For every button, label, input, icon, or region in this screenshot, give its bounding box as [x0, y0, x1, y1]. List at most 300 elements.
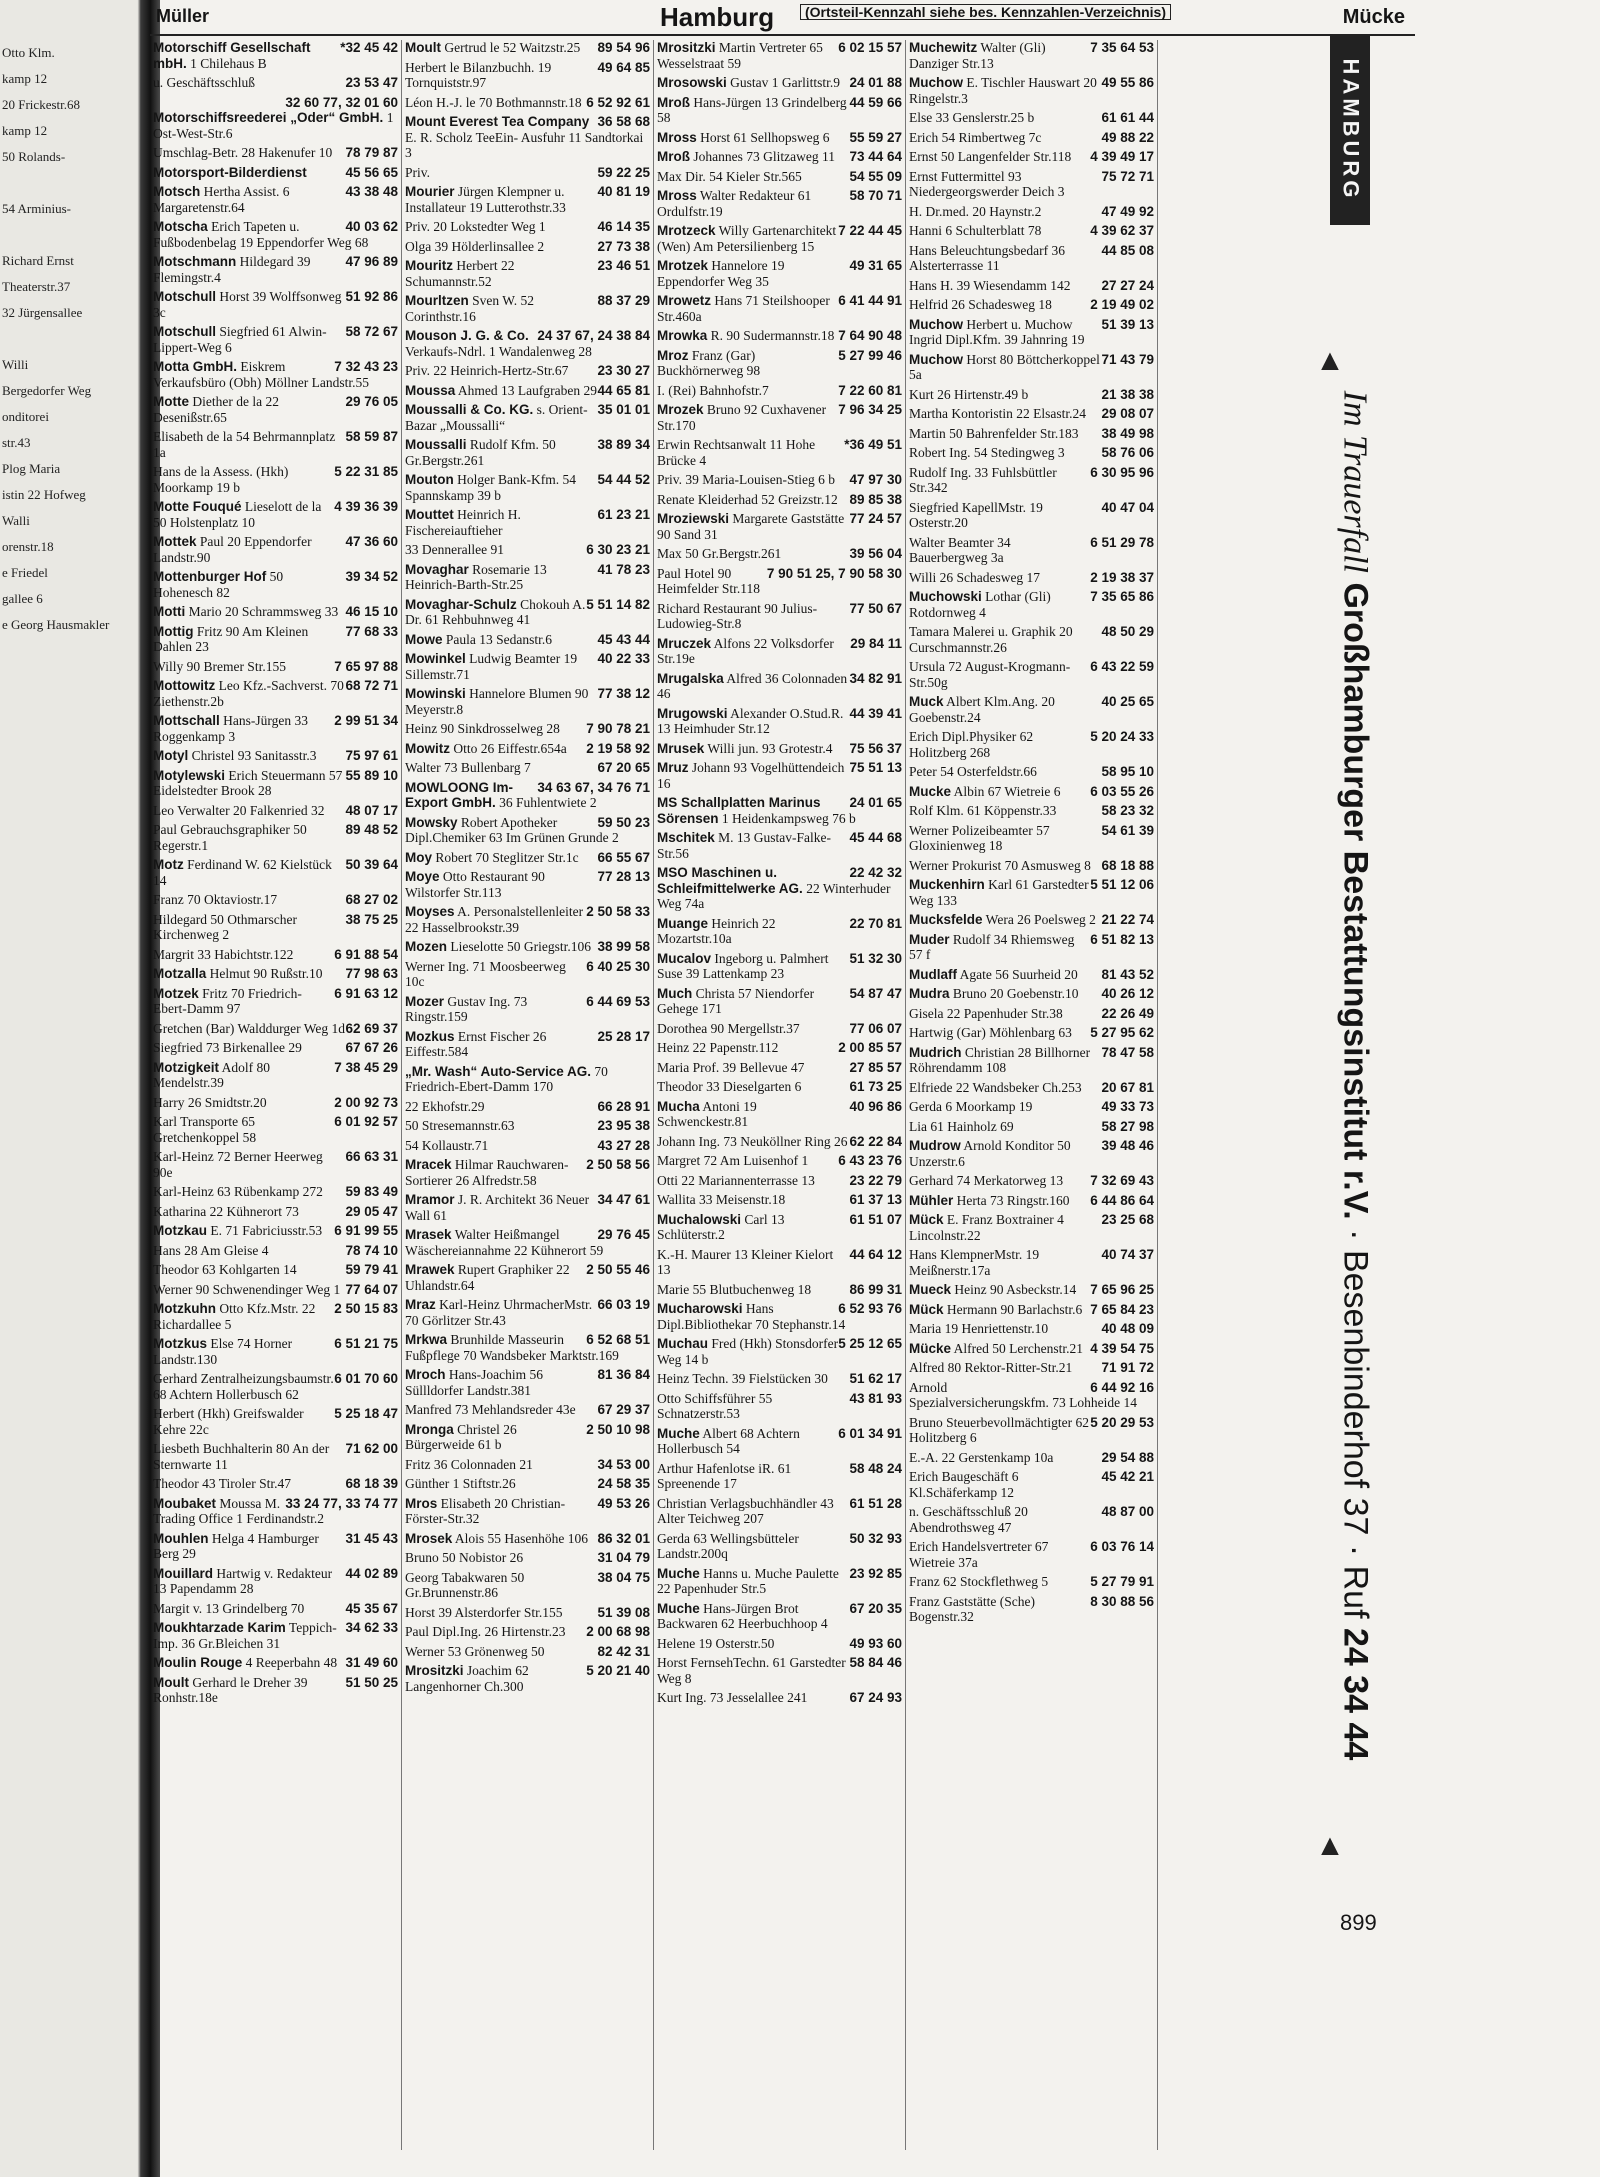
phone-number: 77 68 33: [345, 623, 398, 639]
entry-details: Erich Handelsvertreter 67 Wietreie 37a: [909, 1539, 1049, 1570]
phone-number: 43 27 28: [597, 1137, 650, 1153]
entry-details: Heinz Techn. 39 Fielstücken 30: [657, 1371, 828, 1386]
directory-entry: [153, 219, 398, 250]
entry-details: Werner Ing. 71 Moosbeerweg 10c: [405, 958, 566, 989]
phone-number: 86 32 01: [597, 1530, 650, 1546]
directory-entry: [909, 1006, 1154, 1022]
directory-entry: [405, 1138, 650, 1154]
side-tab-label: HAMBURG: [1338, 58, 1364, 202]
entry-details: Hans-Jürgen Brot Backwaren 62 Heerbuchhoop 4: [657, 1600, 828, 1631]
entry-name: Motte: [153, 394, 189, 409]
entry-details: Günther 1 Stiftstr.26: [405, 1476, 516, 1491]
entry-details: Hans KlempnerMstr. 19 Meißnerstr.17a: [909, 1247, 1040, 1278]
directory-entry: [909, 500, 1154, 531]
directory-entry: [153, 1336, 398, 1367]
directory-column-4: [906, 40, 1158, 2150]
phone-number: 7 32 43 23: [334, 359, 398, 374]
phone-number: 29 05 47: [345, 1203, 398, 1219]
entry-name: Mrusek: [657, 740, 705, 756]
entry-details: Diether de la 22 Desenißstr.65: [153, 394, 279, 425]
directory-entry: [153, 1406, 398, 1437]
directory-entry: [405, 1297, 650, 1328]
entry-name: Mozkus: [405, 1028, 455, 1044]
directory-entry: [405, 1367, 650, 1398]
phone-number: 67 29 37: [597, 1402, 650, 1417]
phone-number: 24 37 67, 24 38 84: [537, 328, 650, 343]
entry-details: Hannelore Blumen 90 Meyerstr.8: [405, 686, 589, 717]
entry-details: Priv. 20 Lokstedter Weg 1: [405, 219, 546, 234]
entry-details: Marie 55 Blutbuchenweg 18: [657, 1281, 812, 1297]
directory-entry: [153, 145, 398, 161]
entry-details: Willi 26 Schadesweg 17: [909, 569, 1041, 585]
directory-entry: [153, 986, 398, 1017]
phone-number: 6 01 70 60: [334, 1371, 398, 1386]
phone-number: 23 25 68: [1101, 1212, 1154, 1227]
directory-entry: [405, 1157, 650, 1188]
directory-entry: [657, 1636, 902, 1652]
phone-number: 38 75 25: [345, 911, 398, 927]
phone-number: 45 43 44: [597, 631, 650, 647]
entry-name: Mucalov: [657, 950, 712, 966]
phone-number: 62 22 84: [849, 1133, 902, 1149]
directory-entry: [909, 1574, 1154, 1590]
entry-details: Ernst 50 Langenfelder Str.118: [909, 149, 1072, 164]
directory-entry: [909, 1247, 1154, 1278]
directory-entry: [405, 1262, 650, 1293]
entry-details: Martha Kontoristin 22 Elsastr.24: [909, 406, 1086, 421]
entry-details: Elfriede 22 Wandsbeker Ch.253: [909, 1079, 1082, 1095]
phone-number: 34 62 33: [345, 1620, 398, 1635]
directory-entry: [657, 566, 902, 597]
directory-entry: [657, 258, 902, 289]
directory-entry: [657, 1079, 902, 1095]
phone-number: 51 92 86: [345, 289, 398, 304]
phone-number: 31 45 43: [345, 1530, 398, 1546]
directory-entry: [909, 406, 1154, 422]
directory-entry: [153, 1282, 398, 1298]
entry-details: Fritz 70 Friedrich-Ebert-Damm 97: [153, 985, 302, 1016]
phone-number: 6 91 63 12: [334, 985, 398, 1001]
directory-entry: [153, 95, 398, 142]
phone-number: 24 58 35: [597, 1476, 650, 1491]
phone-number: 45 56 65: [345, 164, 398, 180]
entry-name: Mrosowski: [657, 75, 727, 90]
directory-entry: [153, 1223, 398, 1239]
entry-name: Motzkus: [153, 1336, 207, 1351]
phone-number: 40 96 86: [849, 1098, 902, 1114]
directory-entry: [405, 741, 650, 757]
phone-number: 38 04 75: [597, 1569, 650, 1585]
directory-entry: [909, 823, 1154, 854]
directory-entry: [657, 1496, 902, 1527]
entry-name: Muchow: [909, 351, 963, 367]
phone-number: 6 41 44 91: [838, 293, 902, 308]
directory-entry: [909, 169, 1154, 200]
directory-entry: [909, 1360, 1154, 1376]
logo-triangle-icon: ▲: [1315, 344, 1345, 377]
directory-entry: [657, 95, 902, 126]
entry-name: Mucha: [657, 1098, 700, 1114]
directory-entry: [657, 1040, 902, 1056]
phone-number: 23 53 47: [345, 75, 398, 90]
entry-name: Motylewski: [153, 767, 226, 783]
phone-number: 29 08 07: [1101, 406, 1154, 421]
entry-details: Hans de la Assess. (Hkh) Moorkamp 19 b: [153, 464, 289, 495]
directory-entry: [657, 1690, 902, 1706]
entry-name: Mucke: [909, 783, 952, 799]
directory-entry: [909, 877, 1154, 908]
directory-entry: [909, 1450, 1154, 1466]
phone-number: 49 31 65: [849, 258, 902, 273]
phone-number: 6 44 86 64: [1090, 1192, 1154, 1208]
phone-number: 77 06 07: [849, 1020, 902, 1036]
directory-columns: [150, 40, 1415, 2150]
directory-entry: [153, 857, 398, 888]
phone-number: 44 65 81: [597, 382, 650, 398]
entry-details: n. Geschäftsschluß 20 Abendrothsweg 47: [909, 1504, 1028, 1535]
entry-details: Herbert le Bilanzbuchh. 19 Tornquiststr.97: [405, 59, 552, 90]
entry-details: Margarete Gaststätte 90 Sand 31: [657, 511, 845, 542]
directory-entry: [909, 1045, 1154, 1076]
entry-details: Holger Bank-Kfm. 54 Spannskamp 39 b: [405, 472, 576, 503]
directory-entry: [657, 1060, 902, 1076]
entry-name: Mozer: [405, 993, 445, 1009]
directory-entry: [657, 951, 902, 982]
phone-number: 34 63 67, 34 76 71: [537, 779, 650, 795]
phone-number: 2 19 49 02: [1090, 297, 1154, 312]
entry-details: Willy Gartenarchitekt (Wen) Am Petersilienberg 15: [657, 223, 837, 254]
entry-details: Herta 73 Ringstr.160: [956, 1192, 1070, 1208]
directory-entry: [657, 328, 902, 344]
phone-number: 40 22 33: [597, 651, 650, 666]
entry-details: Agate 56 Suurheid 20: [959, 966, 1078, 982]
directory-entry: [405, 1099, 650, 1115]
entry-name: Motorschiffsreederei „Oder“ GmbH.: [153, 110, 384, 125]
phone-number: 22 70 81: [849, 915, 902, 931]
side-tab: [1330, 35, 1370, 225]
entry-details: Margret 72 Am Luisenhof 1: [657, 1153, 809, 1168]
entry-details: Gerda 6 Moorkamp 19: [909, 1099, 1033, 1114]
entry-details: Karl-Heinz 63 Rübenkamp 272: [153, 1184, 323, 1199]
entry-details: Georg Tabakwaren 50 Gr.Brunnenstr.86: [405, 1569, 525, 1600]
phone-number: 4 39 49 17: [1090, 149, 1154, 164]
entry-name: Motsch: [153, 184, 201, 199]
entry-name: Muange: [657, 915, 709, 931]
directory-entry: [405, 363, 650, 379]
directory-entry: [909, 932, 1154, 963]
entry-details: 22 Winterhuder Weg 74a: [657, 880, 891, 911]
directory-entry: [405, 1605, 650, 1621]
directory-entry: [153, 1566, 398, 1597]
entry-name: Mouritz: [405, 258, 453, 273]
entry-name: Mourltzen: [405, 293, 469, 308]
entry-name: Mrowka: [657, 328, 708, 343]
directory-entry: [909, 445, 1154, 461]
directory-entry: [153, 75, 398, 91]
entry-details: Erich Baugeschäft 6 Kl.Schäferkamp 12: [909, 1469, 1019, 1500]
directory-entry: [909, 1138, 1154, 1169]
phone-number: 23 30 27: [597, 363, 650, 378]
directory-entry: [405, 1029, 650, 1060]
directory-entry: [657, 1192, 902, 1208]
directory-entry: [657, 383, 902, 399]
entry-name: Mramor: [405, 1192, 455, 1207]
entry-details: 1 Chilehaus B: [190, 55, 267, 71]
entry-details: Fritz 90 Am Kleinen Dahlen 23: [153, 623, 309, 654]
entry-name: Mrositzki: [657, 40, 716, 55]
entry-name: Muche: [657, 1425, 700, 1441]
phone-number: 6 30 95 96: [1090, 464, 1154, 480]
entry-name: Motzigkeit: [153, 1059, 219, 1075]
phone-number: 40 03 62: [345, 219, 398, 234]
entry-details: Robert Ing. 54 Stedingweg 3: [909, 445, 1065, 460]
phone-number: 6 01 92 57: [334, 1114, 398, 1129]
directory-entry: [405, 1332, 650, 1363]
entry-details: Margrit 33 Habichtstr.122: [153, 946, 294, 962]
phone-number: 81 36 84: [597, 1367, 650, 1382]
entry-details: Ferdinand W. 62 Kielstück 14: [153, 857, 332, 888]
phone-number: 2 50 58 56: [586, 1157, 650, 1172]
entry-details: u. Geschäftsschluß: [153, 75, 255, 90]
phone-number: 51 39 08: [597, 1604, 650, 1620]
entry-details: Willy 90 Bremer Str.155: [153, 658, 286, 674]
directory-entry: [405, 1570, 650, 1601]
directory-entry: [657, 472, 902, 488]
entry-details: Horst FernsehTechn. 61 Garstedter Weg 8: [657, 1655, 846, 1686]
entry-details: Arnold Spezialversicherungskfm. 73 Lohheide 14: [909, 1379, 1137, 1410]
directory-entry: [657, 1655, 902, 1686]
header-city: Hamburg: [660, 2, 775, 32]
phone-number: 45 42 21: [1101, 1469, 1154, 1484]
entry-name: Motscha: [153, 219, 208, 234]
directory-entry: [153, 1476, 398, 1492]
directory-entry: [153, 254, 398, 285]
entry-name: Mottschall: [153, 713, 220, 728]
entry-name: Mroß: [657, 94, 690, 110]
entry-details: Bruno 50 Nobistor 26: [405, 1550, 524, 1565]
entry-details: R. 90 Sudermannstr.18: [710, 328, 835, 343]
directory-entry: [657, 1134, 902, 1150]
entry-details: Martin 50 Bahrenfelder Str.183: [909, 425, 1079, 441]
directory-entry: [909, 1173, 1154, 1189]
entry-details: Lothar (Gli) Rotdornweg 4: [909, 589, 1051, 620]
entry-details: 50 Hohenesch 82: [153, 569, 284, 600]
directory-entry: [909, 1282, 1154, 1298]
entry-details: Hartwig (Gar) Möhlenbarg 63: [909, 1025, 1072, 1040]
entry-name: Mrosek: [405, 1530, 453, 1546]
entry-details: Renate Kleiderhad 52 Greizstr.12: [657, 491, 838, 507]
directory-entry: [153, 1441, 398, 1472]
phone-number: 71 43 79: [1101, 351, 1154, 367]
directory-entry: [657, 636, 902, 667]
entry-name: Mount Everest Tea Company: [405, 114, 590, 129]
entry-name: Muchewitz: [909, 40, 978, 55]
entry-details: Otti 22 Mariannenterrasse 13: [657, 1172, 815, 1188]
entry-details: Heinrich H. Fischereiauftieher: [405, 507, 521, 538]
entry-details: Johannes 73 Glitzaweg 11: [693, 149, 835, 164]
directory-entry: [153, 464, 398, 495]
entry-details: Gertrud le 52 Waitzstr.25: [444, 40, 581, 55]
phone-number: 6 91 88 54: [334, 946, 398, 962]
entry-details: I. (Rei) Bahnhofstr.7: [657, 382, 769, 398]
phone-number: 7 96 34 25: [838, 402, 902, 417]
directory-column-1: [150, 40, 402, 2150]
entry-details: Otto Kfz.Mstr. 22 Richardallee 5: [153, 1301, 316, 1332]
entry-details: Walter (Gli) Danziger Str.13: [909, 40, 1046, 71]
directory-entry: [153, 892, 398, 908]
directory-entry: [405, 815, 650, 846]
entry-name: Mross: [657, 129, 697, 145]
directory-entry: [405, 1118, 650, 1134]
entry-name: Muchow: [909, 316, 963, 332]
entry-name: Moubaket: [153, 1495, 217, 1511]
directory-entry: [405, 293, 650, 324]
entry-name: Mruz: [657, 760, 689, 775]
directory-entry: [405, 383, 650, 399]
phone-number: 6 51 82 13: [1090, 931, 1154, 947]
phone-number: 61 73 25: [849, 1079, 902, 1094]
entry-details: Lieselotte 50 Griegstr.106: [450, 939, 591, 954]
directory-entry: [405, 437, 650, 468]
phone-number: 75 97 61: [345, 748, 398, 763]
entry-details: Otto 26 Eiffestr.654a: [453, 740, 567, 756]
directory-entry: [657, 830, 902, 861]
directory-entry: [405, 95, 650, 111]
phone-number: 5 20 29 53: [1090, 1414, 1154, 1430]
phone-number: 23 95 38: [597, 1118, 650, 1133]
phone-number: 67 67 26: [345, 1040, 398, 1055]
entry-details: 22 Ekhofstr.29: [405, 1098, 485, 1114]
phone-number: 89 54 96: [597, 40, 650, 55]
phone-number: 32 60 77, 32 01 60: [285, 94, 398, 110]
phone-number: 6 51 29 78: [1090, 534, 1154, 550]
directory-entry: [909, 130, 1154, 146]
entry-details: Franz 62 Stockflethweg 5: [909, 1574, 1049, 1589]
phone-number: 48 87 00: [1101, 1504, 1154, 1519]
entry-details: Hertha Assist. 6 Margaretenstr.64: [153, 184, 290, 215]
phone-number: 55 89 10: [345, 767, 398, 783]
directory-entry: [909, 803, 1154, 819]
entry-name: Motschmann: [153, 254, 237, 269]
directory-entry: [153, 184, 398, 215]
phone-number: 2 19 58 92: [586, 740, 650, 756]
directory-entry: [153, 1496, 398, 1527]
entry-name: Much: [657, 985, 693, 1001]
entry-details: Hans-Joachim 56 Süllldorfer Landstr.381: [405, 1367, 543, 1398]
phone-number: 44 64 12: [849, 1246, 902, 1262]
entry-details: Jürgen Klempner u. Installateur 19 Lutterothstr.33: [405, 184, 566, 215]
entry-name: Motzalla: [153, 966, 207, 981]
phone-number: 5 20 24 33: [1090, 729, 1154, 744]
phone-number: 77 28 13: [597, 869, 650, 884]
directory-entry: [909, 352, 1154, 383]
phone-number: 2 99 51 34: [334, 713, 398, 728]
phone-number: 44 39 41: [849, 705, 902, 721]
entry-details: 50 Stresemannstr.63: [405, 1118, 515, 1133]
phone-number: 48 50 29: [1101, 624, 1154, 639]
directory-entry: [657, 865, 902, 912]
directory-entry: [909, 387, 1154, 403]
directory-entry: [153, 748, 398, 764]
directory-entry: [909, 297, 1154, 313]
entry-name: Moult: [405, 40, 441, 55]
phone-number: 20 67 81: [1101, 1079, 1154, 1095]
phone-number: 45 35 67: [345, 1600, 398, 1616]
entry-name: Motschull: [153, 324, 216, 339]
entry-details: E. 71 Fabriciusstr.53: [210, 1223, 323, 1238]
phone-number: 49 53 26: [597, 1495, 650, 1511]
entry-details: Theodor 33 Dieselgarten 6: [657, 1079, 802, 1094]
entry-details: Verkaufs-Ndrl. 1 Wandalenweg 28: [405, 343, 592, 359]
entry-details: E. Tischler Hauswart 20 Ringelstr.3: [909, 75, 1097, 106]
phone-number: 39 56 04: [849, 546, 902, 561]
ad-address: · Besenbinderhof 37 · Ruf: [1336, 1228, 1375, 1619]
entry-details: Christel 93 Sanitasstr.3: [191, 748, 317, 763]
entry-details: Max Dir. 54 Kieler Str.565: [657, 168, 802, 184]
header-left-guide-word: Müller: [156, 6, 210, 26]
phone-number: 61 37 13: [849, 1192, 902, 1207]
directory-entry: [657, 1173, 902, 1189]
directory-entry: [657, 492, 902, 508]
phone-number: 82 42 31: [597, 1643, 650, 1659]
phone-number: 40 25 65: [1101, 694, 1154, 709]
directory-entry: [153, 429, 398, 460]
directory-entry: [153, 1301, 398, 1332]
entry-details: Erich Tapeten u. Fußbodenbelag 19 Eppendorfer Weg 68: [153, 219, 369, 250]
entry-name: Mrositzki: [405, 1663, 464, 1678]
entry-name: Moussalli & Co. KG.: [405, 402, 534, 417]
entry-details: Albert Klm.Ang. 20 Goebenstr.24: [909, 694, 1055, 725]
directory-entry: [657, 1301, 902, 1332]
entry-details: Ingeborg u. Palmhert Suse 39 Lattenkamp 23: [657, 950, 829, 981]
phone-number: 68 18 39: [345, 1476, 398, 1491]
entry-details: Rolf Klm. 61 Köppenstr.33: [909, 803, 1057, 818]
phone-number: 47 36 60: [345, 534, 398, 549]
entry-details: Albin 67 Wietreie 6: [953, 783, 1061, 799]
entry-details: Priv. 39 Maria-Louisen-Stieg 6 b: [657, 472, 835, 487]
previous-page-fragment: Otto Klm. kamp 12 20 Frickestr.68 kamp 12 50 Rolands- 54 Arminius- Richard Ernst Theaterstr.37 32 Jürgensallee Willi Bergedorfer Weg onditorei str.43 Plog Maria istin 22 Hofweg Walli orenstr.18 e Friedel gallee 6 e Georg Hausmakler: [2, 45, 110, 632]
phone-number: 66 55 67: [597, 849, 650, 865]
entry-details: Herbert u. Muchow Ingrid Dipl.Kfm. 39 Jahnring 19: [909, 316, 1085, 347]
entry-name: Mowinski: [405, 686, 466, 701]
entry-name: Motorsport-Bilderdienst: [153, 164, 307, 180]
entry-name: Moye: [405, 869, 440, 884]
entry-name: Mühler: [909, 1192, 954, 1208]
entry-details: Ernst Futtermittel 93 Niedergeorgswerder Deich 3: [909, 168, 1065, 199]
directory-entry: [405, 1402, 650, 1418]
phone-number: 6 03 76 14: [1090, 1539, 1154, 1554]
entry-name: Mschitek: [657, 830, 715, 845]
directory-entry: [405, 258, 650, 289]
directory-entry: [153, 1675, 398, 1706]
phone-number: *36 49 51: [844, 437, 902, 452]
entry-name: Mottenburger Hof: [153, 569, 267, 584]
phone-number: 54 44 52: [597, 472, 650, 487]
entry-details: Walter 73 Bullenbarg 7: [405, 760, 531, 775]
phone-number: 45 44 68: [849, 830, 902, 845]
directory-entry: [657, 149, 902, 165]
directory-entry: [657, 40, 902, 71]
directory-entry: [153, 394, 398, 425]
directory-entry: [657, 188, 902, 219]
directory-entry: [405, 328, 650, 359]
entry-name: Moy: [405, 849, 432, 865]
directory-entry: [405, 1422, 650, 1453]
directory-entry: [405, 780, 650, 811]
entry-name: Mowitz: [405, 740, 450, 756]
entry-details: Arthur Hafenlotse iR. 61 Spreenende 17: [657, 1460, 792, 1491]
entry-details: Herbert 22 Schumannstr.52: [405, 258, 515, 289]
